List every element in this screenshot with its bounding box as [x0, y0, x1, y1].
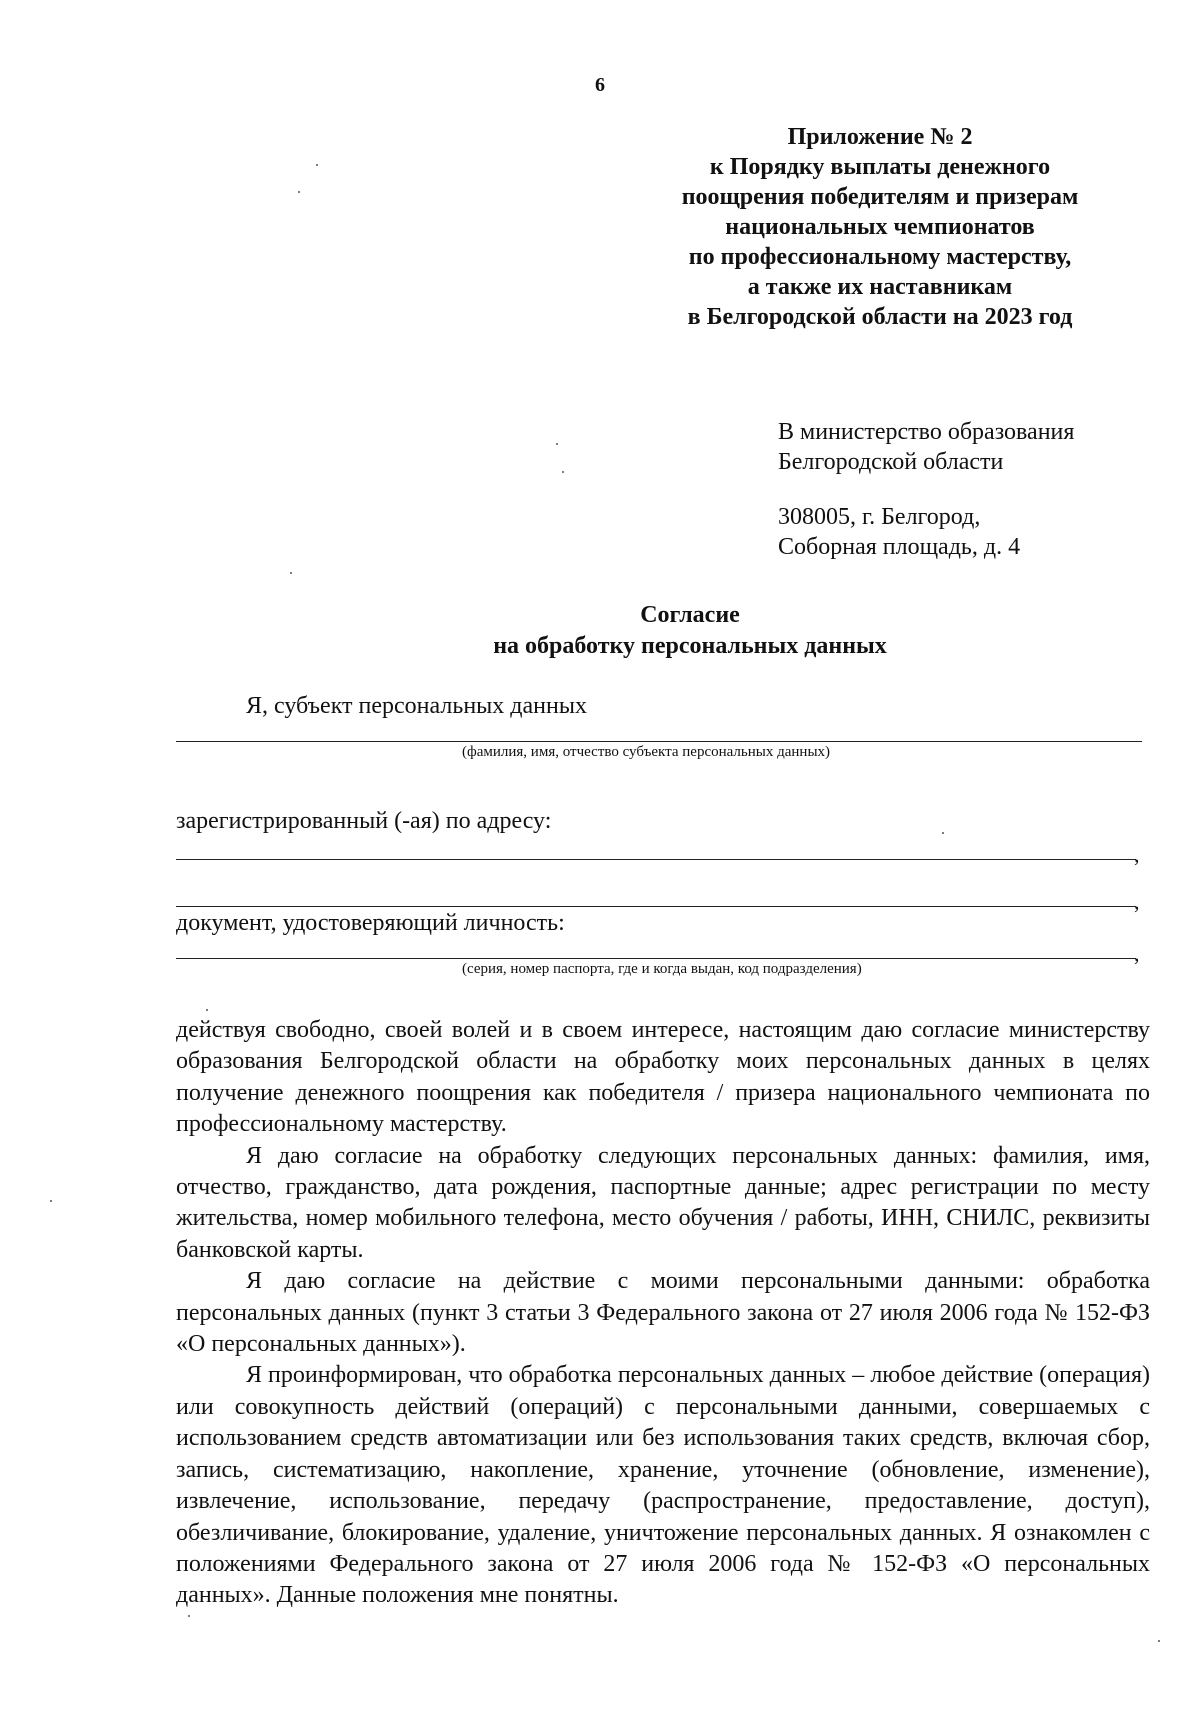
title-line: на обработку персональных данных: [493, 633, 887, 659]
comma: ,: [1134, 842, 1140, 867]
scan-speck: [298, 191, 300, 193]
appendix-line: к Порядку выплаты денежного: [709, 154, 1051, 180]
paragraph: Я даю согласие на действие с моими персональными данными: обработка персональных данных (пункт 3 статьи 3 Федерального закона от 27 июля 2006 года № 152-ФЗ «О персональных данных»).: [176, 1268, 1150, 1358]
appendix-line: а также их наставникам: [747, 274, 1013, 300]
paragraph: Я даю согласие на обработку следующих персональных данных: фамилия, имя, отчество, гражданство, дата рождения, паспортные данные; адрес регистрации по месту жительства, номер мобильного телефона, место обучения / работы, ИНН, СНИЛС, реквизиты банковской карты.: [176, 1142, 1150, 1263]
comma: ,: [1134, 941, 1140, 966]
document-label: документ, удостоверяющий личность:: [176, 910, 565, 936]
appendix-line: национальных чемпионатов: [725, 214, 1035, 240]
scan-speck: [316, 164, 318, 166]
addressee-org-line: В министерство образования: [778, 419, 1075, 445]
appendix-line: по профессиональному мастерству,: [688, 244, 1072, 270]
appendix-line: в Белгородской области на 2023 год: [687, 304, 1073, 330]
document-title: [0, 600, 1200, 662]
subject-name-field[interactable]: [176, 741, 1142, 742]
scan-speck: [188, 1615, 190, 1617]
appendix-line: поощрения победителям и призерам: [681, 184, 1079, 210]
address-label: зарегистрированный (-ая) по адресу:: [176, 808, 552, 834]
subject-caption: (фамилия, имя, отчество субъекта персональных данных): [462, 744, 831, 760]
addressee-address-line: 308005, г. Белгород,: [778, 504, 981, 530]
paragraph: Я проинформирован, что обработка персональных данных – любое действие (операция) или совокупность действий (операций) с персональными данными, совершаемых с использованием средств автоматизации или без использования таких средств, включая сбор, запись, систематизацию, накопление, хранение, уточнение (обновление, изменение), извлечение, использование, передачу (распространение, предоставление, доступ), обезличивание, блокирование, удаление, уничтожение персональных данных. Я ознакомлен с положениями Федерального закона от 27 июля 2006 года № 152-ФЗ «О персональных данных». Данные положения мне понятны.: [176, 1362, 1150, 1609]
scan-speck: [556, 443, 558, 445]
scan-speck: [942, 832, 944, 834]
document-field[interactable]: [176, 958, 1136, 959]
scan-speck: [562, 471, 564, 473]
scan-speck: [206, 1009, 208, 1011]
title-line: Согласие: [640, 602, 740, 628]
page-number: 6: [595, 74, 605, 96]
subject-label: Я, субъект персональных данных: [246, 693, 587, 719]
addressee-block: [778, 417, 1074, 562]
scan-speck: [50, 1200, 52, 1202]
consent-body: [176, 1015, 1150, 1612]
document-caption: (серия, номер паспорта, где и когда выдан, код подразделения): [462, 961, 862, 977]
appendix-line: Приложение № 2: [787, 124, 973, 150]
comma: ,: [1134, 889, 1140, 914]
addressee-address-line: Соборная площадь, д. 4: [778, 534, 1021, 560]
address-field-line-1[interactable]: [176, 859, 1136, 860]
paragraph: действуя свободно, своей волей и в своем интересе, настоящим даю согласие министерству образования Белгородской области на обработку моих персональных данных в целях получение денежного поощрения как победителя / призера национального чемпионата по профессиональному мастерству.: [176, 1017, 1150, 1138]
addressee-org-line: Белгородской области: [778, 449, 1004, 475]
appendix-header: [640, 122, 1120, 332]
scan-speck: [1158, 1640, 1160, 1642]
scan-speck: [290, 572, 292, 574]
address-field-line-2[interactable]: [176, 906, 1136, 907]
